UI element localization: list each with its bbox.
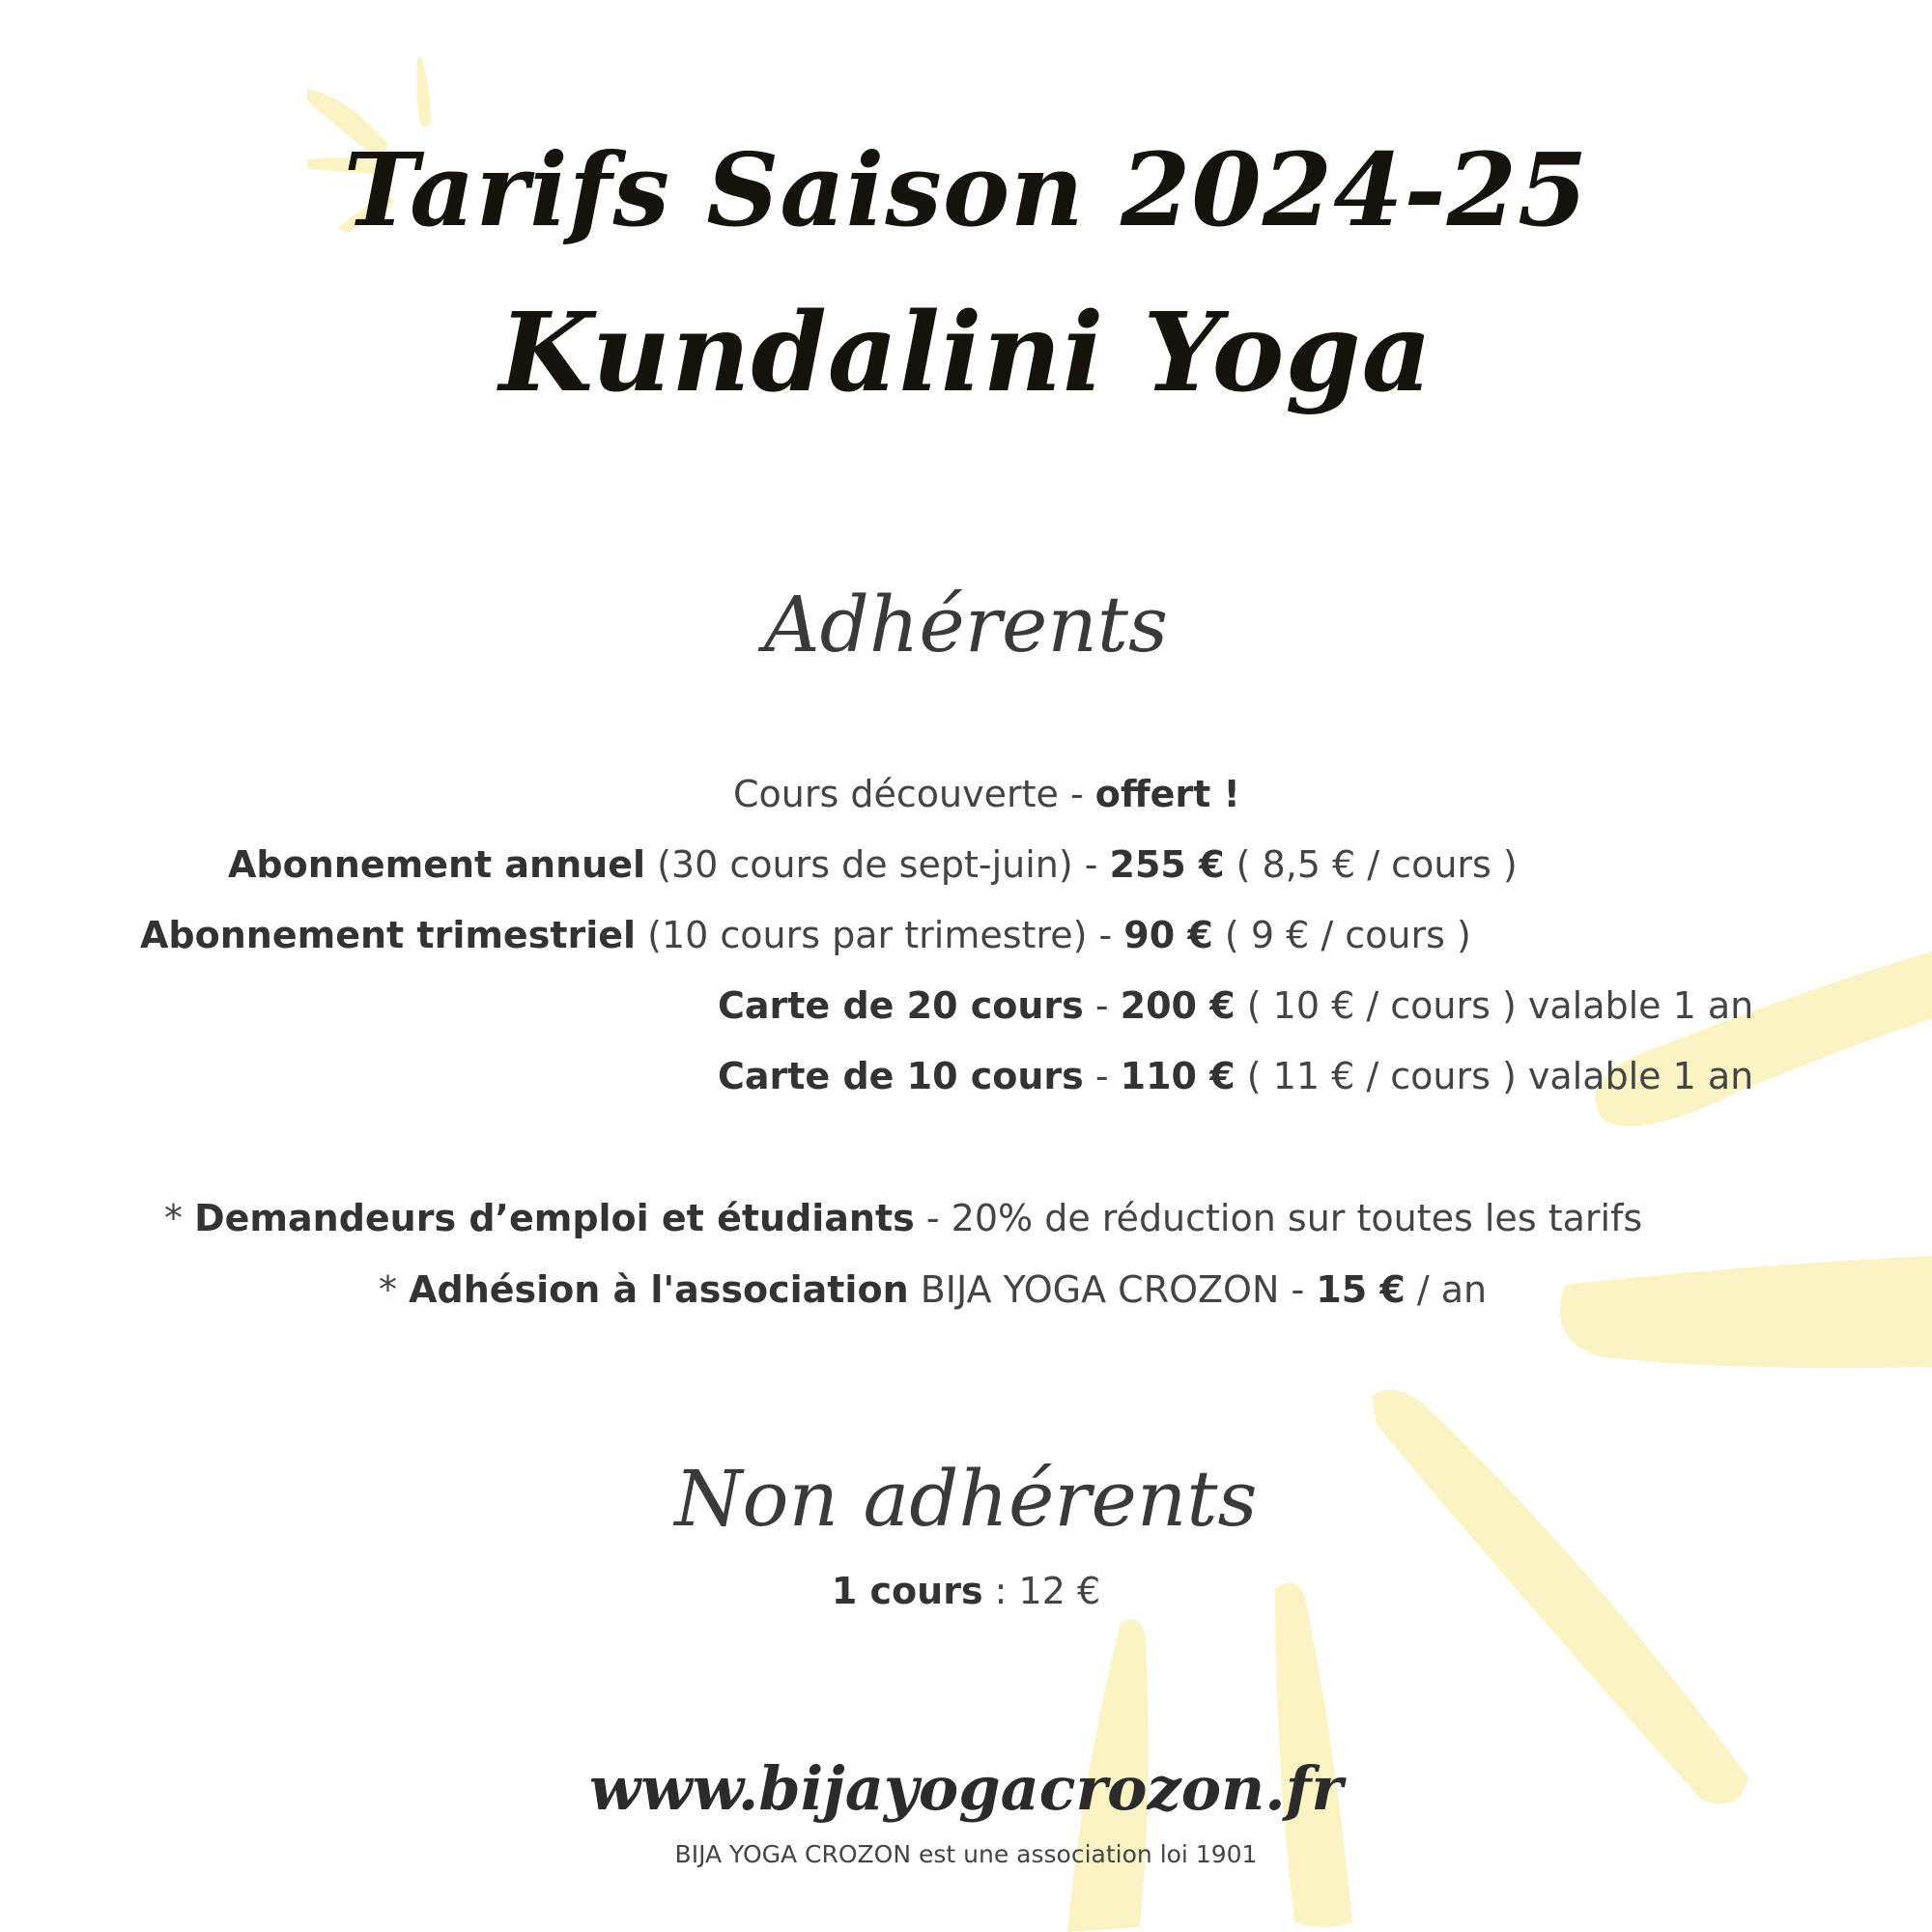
page-subtitle: Kundalini Yoga — [498, 290, 1434, 416]
price-row-carte-20: Carte de 20 cours - 200 € ( 10 € / cours ) valable 1 an — [718, 984, 1754, 1027]
petal-right-top — [1595, 952, 1932, 1126]
price-row-carte-10: Carte de 10 cours - 110 € ( 11 € / cours ) valable 1 an — [718, 1055, 1754, 1097]
petal-right-mid — [1560, 1256, 1932, 1368]
price-row-abonnement-annuel: Abonnement annuel (30 cours de sept-juin) - 255 € ( 8,5 € / cours ) — [228, 843, 1518, 886]
section-heading-non-adherents: Non adhérents — [674, 1454, 1258, 1544]
footer-note: BIJA YOGA CROZON est une association loi 1901 — [674, 1840, 1258, 1868]
ray-top-left-2 — [416, 56, 431, 128]
website-link[interactable]: www.bijayogacrozon.fr — [588, 1753, 1344, 1824]
page-title: Tarifs Saison 2024-25 — [343, 130, 1589, 249]
price-row-non-adherent: 1 cours : 12 € — [831, 1570, 1101, 1612]
price-row-cours-decouverte: Cours découverte - offert ! — [733, 773, 1240, 815]
note-reduction: * Demandeurs d’emploi et étudiants - 20% de réduction sur toutes les tarifs — [164, 1197, 1643, 1239]
section-heading-adherents: Adhérents — [763, 580, 1169, 669]
price-row-abonnement-trimestriel: Abonnement trimestriel (10 cours par trimestre) - 90 € ( 9 € / cours ) — [140, 914, 1471, 956]
note-adhesion: * Adhésion à l'association BIJA YOGA CROZON - 15 € / an — [379, 1268, 1488, 1311]
